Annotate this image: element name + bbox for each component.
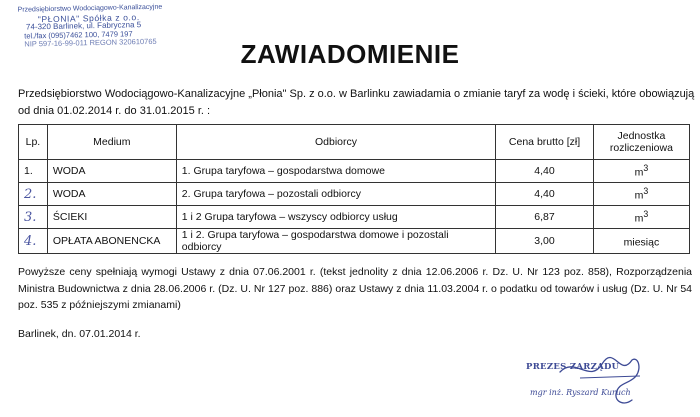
signature-stamp [520,354,690,414]
row-lp: 1. [19,160,48,183]
unit-text: m [634,189,644,202]
stamp-line-3: 74-320 Barlinek, ul. Fabryczna 5 [25,20,142,32]
legal-note: Powyższe ceny spełniają wymogi Ustawy z dnia 07.06.2001 r. (tekst jednolity z dnia 12.06.2006 r. Dz. U. Nr 123 poz. 858), Rozporządzenia Ministra Budownictwa z dnia 28.06.2006 r. (Dz. U. Nr 127 poz. 886) oraz Ustawy z dnia 11.03.2004 r. o podatku od towarów i usług (Dz. U. Nr 54 poz. 535 z późniejszymi zmianami) [18,266,692,311]
row-lp: 3. [19,206,48,229]
stamp-line-2: "PŁONIA" Spółka z o.o. [37,11,140,24]
unit-text: miesiąc [623,236,660,249]
header-jednostka-line-2: rozliczeniowa [609,142,673,154]
header-jednostka [593,125,689,160]
row-jednostka [593,229,689,254]
header-cena: Cena brutto [zł] [496,125,594,160]
unit-text: m [634,166,644,179]
document-title: ZAWIADOMIENIE [240,39,460,69]
row-medium: WODA [47,183,176,206]
intro-paragraph: Przedsiębiorstwo Wodociągowo-Kanalizacyjne „Płonia" Sp. z o.o. w Barlinku zawiadamia o zmianie taryf za wodę i ścieki, które obowiązują od dnia 01.02.2014 r. do 31.01.2015 r. : [18,88,695,117]
tariff-table [18,124,690,254]
row-lp: 2. [19,183,48,206]
row-odbiorcy: 1. Grupa taryfowa – gospodarstwa domowe [176,160,495,183]
row-jednostka [593,206,689,229]
row-medium: WODA [47,160,176,183]
row-medium: ŚCIEKI [47,206,176,229]
unit-sup: 3 [643,163,649,174]
stamp-line-4: tel./fax (095)7462 100, 7479 197 [24,29,133,41]
table-row [19,229,690,254]
row-odbiorcy: 2. Grupa taryfowa – pozostali odbiorcy [176,183,495,206]
unit-text: m [634,212,644,225]
signature-title: PREZES ZARZĄDU [526,362,620,372]
table-header-row [19,125,690,160]
table-row [19,183,690,206]
row-jednostka [593,183,689,206]
row-odbiorcy: 1 i 2. Grupa taryfowa – gospodarstwa domowe i pozostali odbiorcy [176,229,495,254]
row-cena: 6,87 [496,206,594,229]
table-row [19,206,690,229]
header-lp: Lp. [19,125,48,160]
signature-name: mgr inż. Ryszard Kuruch [530,388,631,397]
row-lp: 4. [19,229,48,254]
unit-sup: 3 [643,209,649,220]
handwritten-signature-icon [520,354,690,414]
table-row [19,160,690,183]
stamp-line-1: Przedsiębiorstwo Wodociągowo-Kanalizacyjne [17,3,163,14]
header-odbiorcy: Odbiorcy [176,125,495,160]
place-date: Barlinek, dn. 07.01.2014 r. [18,328,141,340]
row-odbiorcy: 1 i 2 Grupa taryfowa – wszyscy odbiorcy usług [176,206,495,229]
header-medium: Medium [47,125,176,160]
header-jednostka-line-1: Jednostka [617,130,666,142]
row-medium: OPŁATA ABONENCKA [47,229,176,254]
unit-sup: 3 [643,186,649,197]
row-cena: 3,00 [496,229,594,254]
row-cena: 4,40 [496,160,594,183]
row-cena: 4,40 [496,183,594,206]
row-jednostka [593,160,689,183]
stamp-line-5: NIP 597-16-99-011 REGON 320610765 [24,37,157,49]
